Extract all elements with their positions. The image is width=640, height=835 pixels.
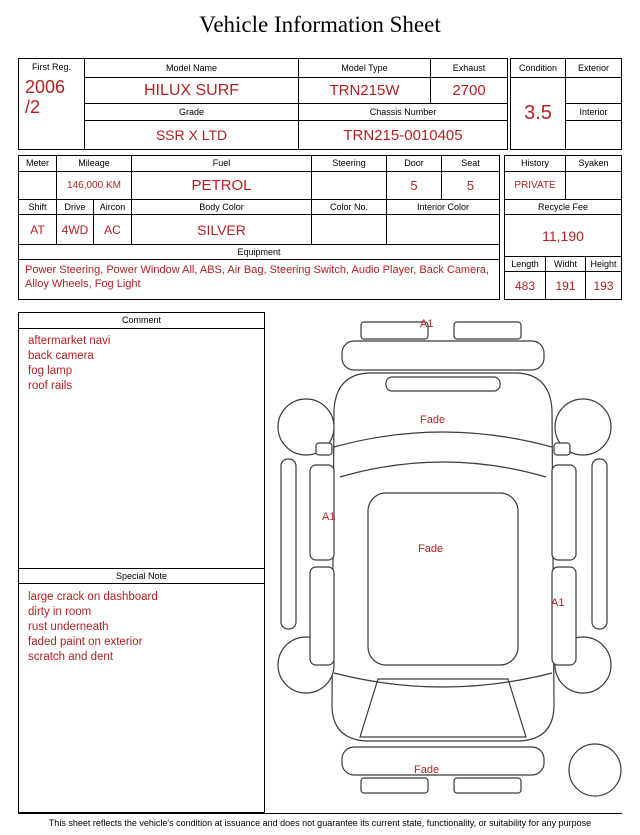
interior-color-label: Interior Color (386, 199, 499, 214)
syaken-value (565, 171, 621, 199)
history-table (504, 155, 622, 300)
front-plate-left (361, 322, 428, 339)
special-note-item: large crack on dashboard (28, 591, 158, 603)
first-reg-value (19, 73, 84, 118)
color-no-label: Color No. (311, 199, 386, 214)
color-no-value (311, 214, 386, 244)
special-note-header: Special Note (19, 568, 264, 584)
dimensions-header-row (505, 256, 621, 271)
car-roof (368, 493, 518, 665)
special-note-item: rust underneath (28, 620, 109, 633)
footer-disclaimer: This sheet reflects the vehicle's condition at issuance and does not guarantee its current state, functionality, or suitability for any purpose (48, 818, 592, 828)
first-reg-month: /2 (25, 97, 41, 118)
chassis-number-label: Chassis Number (298, 103, 507, 120)
model-type-label: Model Type (298, 59, 430, 77)
door-rear-left (310, 567, 334, 665)
door-front-right (552, 465, 576, 560)
drive-label: Drive (56, 199, 93, 214)
exterior-label: Exterior (565, 59, 621, 77)
recycle-fee-value: 11,190 (505, 214, 621, 256)
meter-value (19, 171, 56, 199)
exterior-value (565, 77, 621, 103)
front-plate-right (454, 322, 521, 339)
drive-value: 4WD (56, 214, 93, 244)
rear-plate-right (454, 778, 521, 793)
model-name-value: HILUX SURF (85, 77, 298, 103)
special-note-list (19, 586, 264, 669)
seat-label: Seat (441, 156, 499, 171)
recycle-fee-label: Recycle Fee (505, 199, 621, 214)
rocker-left (281, 459, 296, 629)
width-label: Widht (545, 257, 585, 271)
header-tables (18, 58, 622, 150)
spec-table-main (18, 155, 500, 300)
spec-tables (18, 155, 622, 300)
history-value: PRIVATE (505, 171, 565, 199)
dimensions-value-row (505, 271, 621, 299)
car-grille (386, 377, 500, 391)
mirror-right (554, 443, 570, 455)
comment-header: Comment (19, 313, 264, 329)
first-reg-year: 2006 (25, 76, 66, 97)
steering-value (311, 171, 386, 199)
equipment-label: Equipment (19, 244, 499, 259)
aircon-value: AC (93, 214, 131, 244)
meter-label: Meter (25, 158, 49, 169)
condition-label: Condition (518, 62, 558, 73)
model-table (85, 58, 508, 150)
height-value: 193 (585, 272, 621, 299)
special-note-item: faded paint on exterior (28, 635, 143, 648)
comment-item: fog lamp (28, 364, 73, 377)
steering-label: Steering (311, 156, 386, 171)
door-value: 5 (386, 171, 441, 199)
length-label: Length (511, 258, 539, 269)
damage-annotation: A1 (551, 597, 565, 609)
height-label: Height (585, 257, 621, 271)
aircon-label: Aircon (93, 199, 131, 214)
fuel-label: Fuel (131, 156, 311, 171)
footer-divider (18, 813, 622, 814)
exhaust-value: 2700 (430, 77, 507, 103)
rocker-right (592, 459, 607, 629)
history-header-row (505, 156, 621, 171)
damage-annotation: Fade (414, 764, 440, 776)
grade-label: Grade (85, 103, 298, 120)
damage-annotation: Fade (418, 543, 444, 555)
comment-panel (18, 312, 265, 813)
shift-label: Shift (19, 199, 56, 214)
model-type-value: TRN215W (298, 77, 430, 103)
fuel-value: PETROL (131, 171, 311, 199)
equipment-value: Power Steering, Power Window All, ABS, Air Bag, Steering Switch, Audio Player, Back Camera, Alloy Wheels, Fog Light (19, 259, 499, 299)
door-label: Door (386, 156, 441, 171)
interior-color-value (386, 214, 499, 244)
condition-value: 3.5 (511, 77, 565, 149)
shift-value: AT (19, 214, 56, 244)
width-value: 191 (545, 272, 585, 299)
door-rear-right (552, 567, 576, 665)
condition-table (510, 58, 622, 150)
damage-annotation: A1 (420, 318, 434, 330)
syaken-label: Syaken (565, 156, 621, 171)
history-value-row (505, 171, 621, 199)
special-note-item: dirty in room (28, 605, 92, 618)
body-color-value: SILVER (131, 214, 311, 244)
body-color-label: Body Color (131, 199, 311, 214)
page-title: Vehicle Information Sheet (199, 12, 441, 37)
history-label: History (520, 158, 549, 169)
mileage-value: 146,000 KM (56, 171, 131, 199)
car-condition-diagram (268, 315, 630, 805)
first-reg-box (18, 58, 85, 150)
damage-annotation: Fade (420, 414, 446, 426)
model-name-label: Model Name (165, 62, 218, 73)
grade-value: SSR X LTD (85, 120, 298, 149)
interior-label: Interior (565, 103, 621, 120)
comment-list (19, 329, 264, 399)
damage-annotation: A1 (322, 511, 336, 523)
mileage-label: Mileage (56, 156, 131, 171)
chassis-number-value: TRN215-0010405 (298, 120, 507, 149)
front-bumper (342, 341, 544, 370)
car-diagram-svg (268, 315, 630, 805)
seat-value: 5 (441, 171, 499, 199)
comment-item: aftermarket navi (28, 335, 111, 347)
spare-tire (569, 744, 621, 796)
comment-item: back camera (28, 349, 94, 362)
rear-plate-left (361, 778, 428, 793)
first-reg-label: First Reg. (31, 62, 71, 72)
comment-item: roof rails (28, 379, 73, 392)
rear-bumper (342, 747, 544, 775)
interior-value (565, 120, 621, 149)
special-note-item: scratch and dent (28, 650, 114, 663)
exhaust-label: Exhaust (430, 59, 507, 77)
length-value: 483 (514, 278, 536, 293)
mirror-left (316, 443, 332, 455)
